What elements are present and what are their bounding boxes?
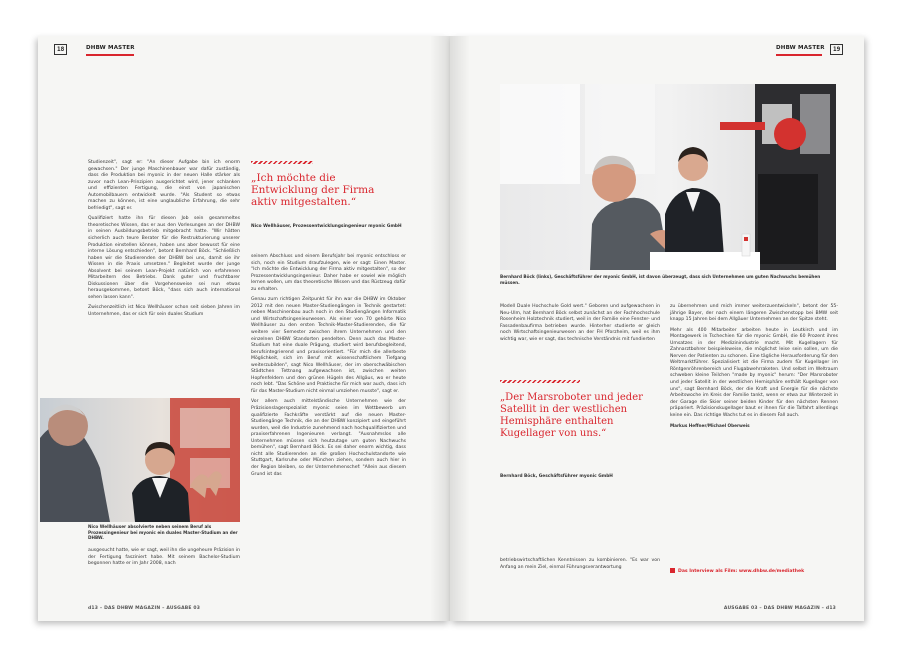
- paragraph: Modell Duale Hochschule Gold wert." Geboren und aufgewachsen in Neu-Ulm, hat Bernhard Böck selbst zunächst an der Fachhochschule Rosenheim Holztechnik studiert, weil in der Familie eine Fenster- und Fassadenbaufirma betrieben wurde. Hinterher studierte er gleich noch Wirtschaftsingenieurwesen an der FH Pforzheim, weil es ihm wichtig war, wie er sagt, das technische Verständnis mit fundierten: [500, 304, 660, 342]
- right-column-1-lower: [500, 558, 660, 575]
- play-icon: [670, 568, 675, 573]
- photo-bernhard-boeck: [500, 84, 836, 270]
- paragraph: Vor allem auch mittelständische Unternehmen wie der Präzisionslagerspezialist myonic seien im Wettbewerb um qualifizierte Fachkräfte verstärkt auf die neuen Master-Studiengänge Technik, die an der DHBW konzipiert und eingeführt wurden, weil die Industrie zunehmend nach hochqualifizierten und praxiserfahrenen Ingenieuren verlangt. "Ausnahmslos alle Unternehmen müssen sich heutzutage um guten Nachwuchs bemühen", sagt Bernhard Böck. Es sei daher enorm wichtig, dass nicht alle Studierenden an die großen Hochschulstandorte wie Stuttgart, Karlsruhe oder München ziehen, sondern auch hier in der Region bleiben, so der Unternehmenschef: "Allein aus diesem Grund ist das: [251, 399, 406, 477]
- section-label: DHBW MASTER: [776, 45, 825, 51]
- pull-quote-credit: Nico Wellhäuser, Prozessentwicklungsingenieur myonic GmbH: [251, 224, 402, 229]
- photo-image: [500, 84, 836, 270]
- photo-nico-wellhaeuser: [40, 398, 240, 522]
- paragraph: betriebswirtschaftlichen Kenntnissen zu kombinieren. "Es war von Anfang an mein Ziel, einmal Führungsverantwortung: [500, 558, 660, 570]
- paragraph: zu übernehmen und mich immer weiterzuentwickeln", betont der 55-jährige Bayer, der nach einem längeren Zwischenstopp bei BMW seit knapp 15 Jahren bei dem Allgäuer Unternehmen an der Spitze steht.: [670, 304, 838, 323]
- right-column-1-upper: [500, 304, 660, 347]
- page-number: 18: [54, 44, 67, 55]
- left-column-2: [251, 254, 406, 482]
- video-link[interactable]: [670, 568, 840, 574]
- left-column-1-upper: [88, 160, 240, 323]
- left-page: [38, 36, 450, 621]
- left-column-1-lower: [88, 548, 240, 572]
- paragraph: Genau zum richtigen Zeitpunkt für ihn war die DHBW im Oktober 2012 mit den neuen Master-Studiengängen in Technik gestartet: neben Maschinenbau auch noch in den Studiengängen Informatik und Wirtschaftsingenieurwesen. Als einer von 70 gehörte Nico Wellhäuser zu den ersten Technik-Master-Studierenden, die für weitere vier Semester zwischen ihrem Unternehmen und den einzelnen DHBW Standorten pendelten. Denn auch das Master-Studium hat eine duale Prägung, studiert wird berufsbegleitend, berufsintegrierend und praxisorientiert. "Für mich die allerbeste Möglichkeit, sich im Beruf mit wissenschaftlichem Tiefgang weiterzubilden", sagt Nico Wellhäuser, der im oberschwäbischen Städtchen Tettnang aufgewachsen ist, zwischen weiten Hopfenfeldern und den grünen Hügeln des Allgäus, wo er heute noch lebt. "Das Schöne und Praktische für mich war auch, dass ich für das Master-Studium nicht einmal umziehen musste", sagt er.: [251, 297, 406, 394]
- section-label-bar: [86, 54, 134, 56]
- photo-image: [40, 398, 240, 522]
- quote-rule: [251, 161, 313, 164]
- author-credit: Markus Heffner/Michael Oberweis: [670, 423, 750, 429]
- pull-quote: „Ich möchte die Entwicklung der Firma aktiv mitgestalten.“: [251, 172, 375, 208]
- right-page: [450, 36, 864, 621]
- page-footer: d13 – DAS DHBW MAGAZIN – AUSGABE 03: [88, 606, 201, 611]
- right-column-2: [670, 304, 838, 434]
- page-number: 19: [830, 44, 843, 55]
- pull-quote: „Der Marsroboter und jeder Satellit in der westlichen Hemisphäre enthalten Kugellager von uns.“: [500, 392, 643, 439]
- paragraph: Qualifiziert hatte ihn für diesen Job sein gesammeltes theoretisches Wissen, das er aus den Vorlesungen an der DHBW in seinen Ausbildungsbetrieb mitgebracht hatte. "Wir hätten sicherlich auch teure Berater für die Restrukturierung unserer Produktion einstellen können, haben uns aber bewusst für eine interne Lösung entschieden", betont Bernhard Böck. "Schließlich haben wir die Studierenden der DHBW bei uns, damit sie ihr Wissen in die Praxis umsetzen." Begleitet wurde der junge Absolvent bei seinem Lean-Projekt natürlich von erfahrenen Mitarbeitern des Betriebs. Dank guter und fruchtbarer Diskussionen über die Vorgehensweise sei nun etwas herausgekommen, betont Böck, "dass sich auch international sehen lassen kann".: [88, 216, 240, 300]
- quote-rule: [500, 380, 580, 383]
- paragraph: Studienzeit", sagt er: "An dieser Aufgabe bin ich enorm gewachsen." Der junge Maschinenbauer war dafür zuständig, dass die Produktion bei myonic in der neuen Halle stärker als zuvor nach Lean-Prinzipien ausgerichtet wird, jener schlanken und effizienten Fertigung, die einst von japanischen Automobilbauern entwickelt wurde. "Als Student so etwas machen zu können, ist eine unglaubliche Erfahrung, die sehr befriedigt", sagt er.: [88, 160, 240, 211]
- pull-quote-credit: Bernhard Böck, Geschäftsführer myonic GmbH: [500, 474, 613, 479]
- paragraph: ausgesucht hatte, wie er sagt, weil ihn die ungeheure Präzision in der Fertigung fasziniert habe. Mit seinem Bachelor-Studium begonnen hatte er im Jahr 2008, nach: [88, 548, 240, 567]
- paragraph: seinem Abschluss und einem Berufsjahr bei myonic entschloss er sich, noch ein Studium draufzulegen, wie er sagt: Einen Master. "Ich möchte die Entwicklung der Firma aktiv mitgestalten", so der Prozessentwicklungsingenieur. Daher habe er sowiel wie möglich lernen wollen, um das theoretische Wissen und das Rüstzeug dafür zu erhalten.: [251, 254, 406, 292]
- photo-caption: Bernhard Böck (links), Geschäftsführer der myonic GmbH, ist davon überzeugt, dass sich Unternehmen um guten Nachwuchs bemühen müssen.: [500, 274, 821, 285]
- photo-caption: Nico Wellhäuser absolvierte neben seinem Beruf als Prozessingenieur bei myonic ein duales Master-Studium an der DHBW.: [88, 524, 238, 541]
- video-link-text: Das Interview als Film: www.dhbw.de/mediathek: [678, 569, 805, 574]
- page-footer: AUSGABE 03 – DAS DHBW MAGAZIN – d13: [723, 606, 836, 611]
- paragraph: Mehr als 400 Mitarbeiter arbeiten heute in Leutkirch und im Montagewerk in Tschechien für die myonic GmbH, die 60 Prozent ihres Umsatzes in der Medizinindustrie macht. Mit Kugellagern für Zahnarztbohrer beispielsweise, die möglichst leise sein sollen, um die Nerven der Patienten zu schonen. Eine tägliche Herausforderung für den Weltmarktführer. Spezialisiert ist die Firma zudem für Kugellager im Röntgenröhrenbereich und Flugabwehrraketen. Und selbst im Weltraum schweben kleine Teilchen "made by myonic" herum: "Der Marsroboter und jeder Satellit in der westlichen Hemisphäre enthält Kugellager von uns", sagt Bernhard Böck, der die Kraft und Energie für die nächste Arbeitswoche im Kreis der Familie tankt, wenn er etwa zur Winterzeit in der Garage die Skier seiner beiden Kinder für den nächsten Rennen präpariert. Präzisionskugellager baut er ihnen für die Talfahrt allerdings keine ein. Das richtige Wachs tut es in diesem Fall auch.: [670, 327, 838, 418]
- section-label: DHBW MASTER: [86, 45, 135, 51]
- section-label-bar: [776, 54, 822, 56]
- paragraph: Zwischenzeitlich ist Nico Wellhäuser schon seit sieben Jahren im Unternehmen, das er sich für sein duales Studium: [88, 305, 240, 318]
